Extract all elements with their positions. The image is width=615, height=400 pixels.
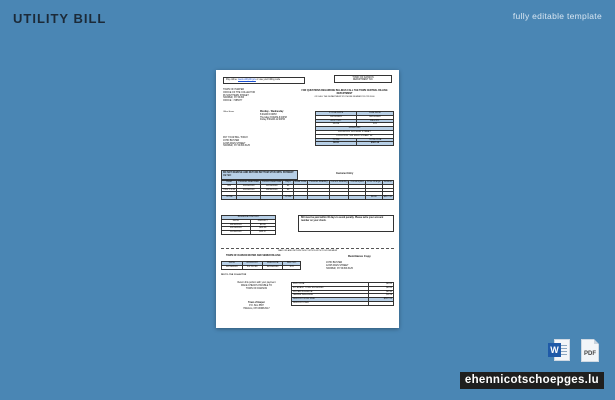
tear-off-line: TEAR OFF AND RETURN THIS PORTION WITH YOUR PAYMENT — [221, 248, 394, 252]
account-cell: DUE DATE — [356, 112, 393, 116]
office-hours-line: Monday - Wednesday — [260, 111, 284, 113]
office-address-block — [224, 302, 289, 310]
office-line: P.O. Box 8587 — [249, 304, 264, 307]
usage-cell: 90 — [283, 188, 293, 192]
usage-footer-cell: $0.00 — [366, 195, 382, 199]
addressee-line: 12345 MAIN STREET — [223, 142, 246, 145]
charge-value: $0.00 — [368, 286, 394, 290]
balance-cell: $24.88 — [250, 227, 275, 231]
pay-online-box — [223, 77, 305, 84]
mail-to-line: Return this portion with your payment — [237, 282, 276, 284]
sender-line: 96 SOUTHERN STREET — [223, 94, 249, 97]
remittance-title: Remittance Copy — [348, 254, 371, 258]
total-value: $0.00 — [316, 142, 357, 146]
usage-header: Days — [283, 181, 293, 185]
page-title: UTILITY BILL — [13, 11, 107, 26]
usage-subtitle: METER: — [223, 174, 232, 177]
balance-cell: 10/31/2019 — [222, 227, 251, 231]
balance-cell: $38.57 — [250, 231, 275, 235]
usage-header: Read — [222, 181, 237, 185]
sender-line: HARPER, NY 53453 — [223, 97, 245, 100]
location-line: LOCATION: 123 MAIN STREET — [316, 130, 394, 134]
usage-header: Previous Read Date — [238, 181, 259, 183]
sender-line: TOWN OF HARPER — [223, 89, 245, 91]
charge-value — [368, 301, 394, 305]
balance-cell: 11/30/2019 — [222, 231, 251, 235]
balance-title: BALANCE HISTORY — [222, 216, 276, 220]
stub-recipient-line: 12345 MAIN STREET — [326, 264, 349, 267]
charge-label: AMOUNT PAID — [292, 301, 369, 305]
charges-table — [291, 282, 394, 306]
mail-to-line: TOWN OF DANSON — [245, 287, 268, 290]
usage-cell: 020 — [222, 184, 237, 188]
account-cell: 678 — [356, 123, 393, 127]
usage-footer-cell: TOTAL — [284, 195, 292, 198]
stub-title: TOWN OF DANSON WATER AND SEWER BILLING — [226, 255, 281, 257]
pay-to-label: PAY TO: THE COLLECTOR — [221, 274, 247, 276]
usage-header: Previous Reading — [309, 181, 328, 183]
stub-value: 678 — [283, 265, 301, 269]
addressee-line: JOHN BUSTER — [223, 139, 240, 142]
total-due-value: $597.16 — [356, 142, 393, 146]
site-watermark: ehennicotschoepges.lu — [460, 372, 604, 389]
stub-table — [221, 261, 301, 270]
word-document-icon[interactable] — [548, 338, 572, 364]
town-box-line: TOWN OF DANSON — [352, 76, 374, 79]
stub-header: DATE — [222, 262, 243, 266]
office-line: Town of Harper — [248, 302, 265, 304]
balance-cell: AMOUNT — [250, 219, 275, 223]
addressee-line: HARPER, NY 53453-5125 — [223, 145, 250, 148]
usage-footer-cell: TOTAL — [222, 195, 237, 199]
charge-value: $597.16 — [368, 298, 394, 302]
sender-line: OFFICE OF THE COLLECTOR — [223, 91, 256, 94]
usage-footer-cell: $597.16 — [383, 195, 392, 198]
mail-to-line: MAKE CHECKS PAYABLE TO — [240, 284, 273, 287]
questions-subtext: OR CALL THE DEPARTMENT BY PHONE NUMBER 555 789 5000 — [314, 95, 375, 98]
usage-cell: 09/30/2019 — [261, 188, 283, 192]
charge-label: PAST DUE — [292, 283, 369, 287]
charge-label: SEWER BALANCE — [292, 294, 369, 298]
balance-history — [221, 215, 276, 235]
payment-notice: Bill must be paid within 30 days to avoid penalty. Please write your account number on your check. — [298, 215, 394, 232]
usage-header: Consumption — [350, 181, 365, 183]
usage-box-title — [221, 170, 298, 180]
usage-header: Current Reading — [330, 181, 348, 183]
account-cell: 56789 — [316, 123, 357, 127]
usage-header: Current Read Date — [262, 181, 282, 183]
charge-value: $0.00 — [368, 283, 394, 287]
usage-cell: 10/01/2019 — [237, 188, 261, 192]
charge-value: $2.90 — [368, 290, 394, 294]
balance-cell: DATE — [222, 219, 251, 223]
total-label: TOTAL — [316, 138, 357, 142]
stub-header: BILL NO. — [283, 262, 301, 266]
stub-recipient-line: JOHN BUSTER — [326, 262, 343, 264]
pay-online-tail: or use your billing code — [256, 79, 281, 81]
usage-cell: 10/01/2019 — [237, 184, 261, 188]
charge-value: $1.59 — [368, 294, 394, 298]
office-hours — [260, 111, 296, 122]
addressee-line: PAY YOUR BILL TODAY — [223, 137, 249, 139]
total-due-label: TOTAL DUE — [356, 138, 393, 142]
office-line: Hillsboro, NH 03088-8117 — [243, 307, 270, 310]
sender-line: OFFICE : 7485677 — [223, 100, 243, 103]
account-cell: LOCATION — [316, 127, 394, 131]
usage-cell: HSG 5-2-22 — [223, 188, 236, 191]
office-hours-line: Thursday 8:00AM-6:00PM — [260, 116, 287, 119]
usage-header: Read Code — [294, 181, 307, 183]
stub-value: 02/01/2020 — [262, 265, 283, 269]
customer-entry-label: Customer Entry — [336, 173, 354, 175]
file-format-icons — [548, 338, 602, 364]
stub-recipient — [326, 262, 386, 270]
location-line: LOCATION: 123 MAIN STREET 12 — [316, 134, 394, 138]
stub-recipient-line: HARPER, NY 53453-5125 — [326, 267, 353, 270]
word-badge: W — [548, 343, 561, 357]
stub-value: 12/31/2019 — [222, 265, 243, 269]
stub-header: ACCOUNT — [242, 262, 262, 266]
mail-to-block — [224, 282, 289, 290]
page-subtitle: fully editable template — [512, 11, 602, 21]
office-hours-label: Office Hours — [223, 111, 235, 113]
account-cell: 02/01/2020 — [356, 115, 393, 119]
account-cell: CYCLE DATE — [316, 112, 357, 116]
town-box-line: DEPARTMENT NO. — [352, 79, 374, 82]
stub-header: DUE DATE — [262, 262, 283, 266]
balance-cell: $0.00 — [250, 223, 275, 227]
balance-cell: 09/30/2019 — [222, 223, 251, 227]
stub-value: 8-2 56789 — [242, 265, 262, 269]
town-box — [334, 75, 392, 83]
usage-header: Amount — [383, 181, 392, 183]
charge-label: INTEREST THRU 01/31/2020 — [292, 286, 369, 290]
pdf-document-icon[interactable] — [578, 338, 602, 364]
usage-table — [221, 180, 394, 200]
sender-address — [223, 89, 278, 103]
questions-text: FOR QUESTIONS REGARDING BILLINGS CALL THE TOWN CENTRAL BILLING DEPARTMENT — [301, 90, 388, 95]
pdf-label: PDF — [584, 351, 596, 357]
account-cell: BILL NO. — [356, 119, 393, 123]
office-hours-line: 8:00AM-5:00PM — [260, 113, 277, 116]
utility-bill-document — [216, 70, 399, 328]
office-hours-line: Friday 8:00AM-12:00PM — [260, 119, 285, 122]
pay-online-label: Pay online: — [226, 79, 238, 81]
usage-header: Price Charge — [367, 181, 381, 183]
usage-cell: 12/31/2019 — [261, 184, 283, 188]
questions-notice — [296, 90, 393, 98]
account-table — [315, 111, 394, 146]
charge-label: AMOUNT NOW DUE — [292, 298, 369, 302]
usage-title: DO NOT REMOVE AND RETURN BOTTOM STUB WITH PAYMENT — [223, 172, 294, 174]
charge-label: WATER BALANCE — [292, 290, 369, 294]
addressee — [223, 137, 283, 148]
account-cell: ACCT NO. — [316, 119, 357, 123]
usage-cell: 91 — [283, 184, 293, 188]
account-cell: 12/31/2019 — [316, 115, 357, 119]
pay-online-link[interactable]: www.utilitybill.gov — [238, 79, 256, 81]
